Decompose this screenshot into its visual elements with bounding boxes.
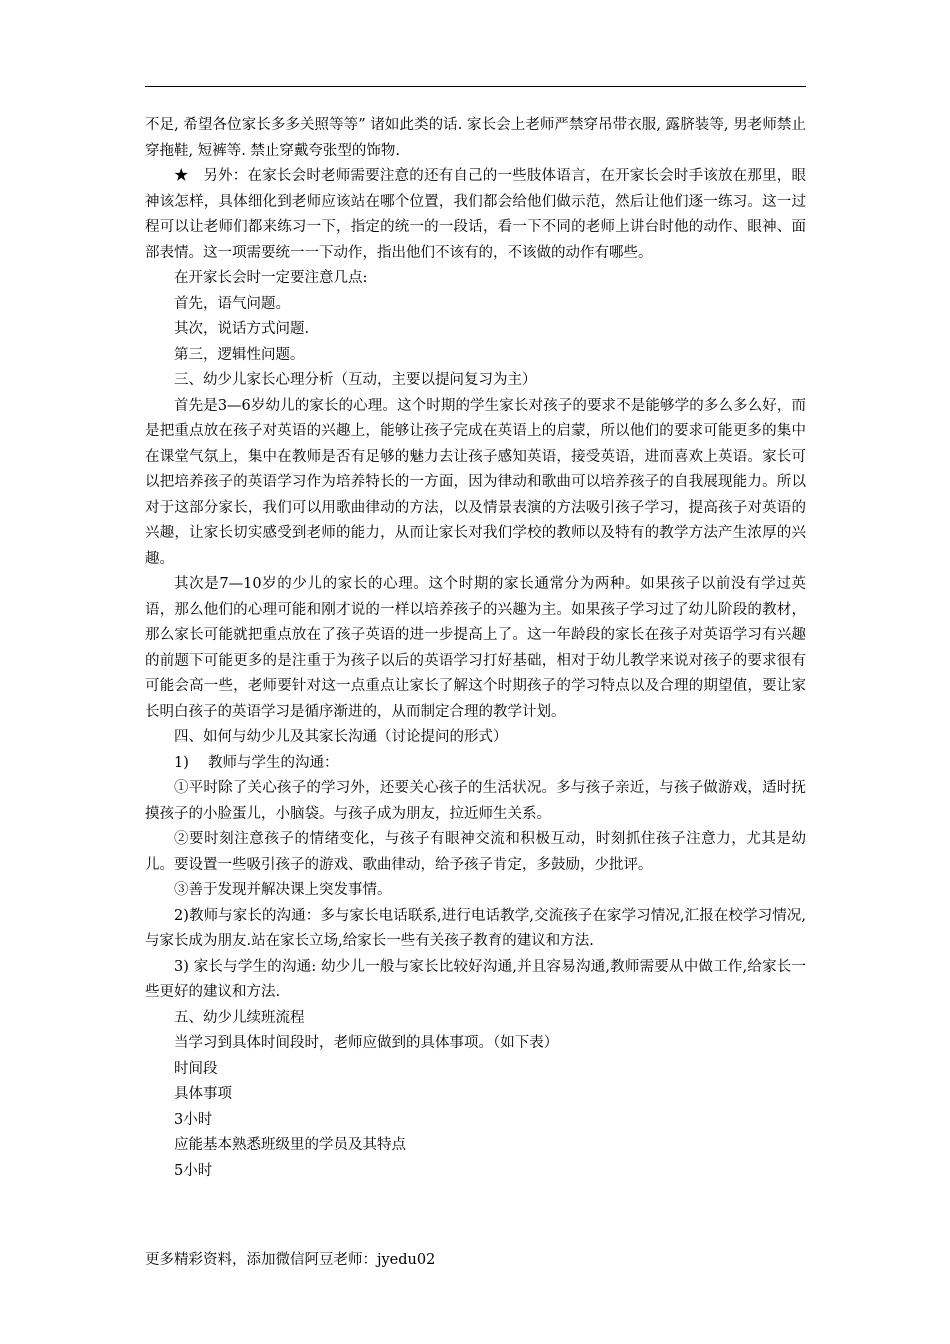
paragraph-body-language: ★ 另外：在家长会时老师需要注意的还有自己的一些肢体语言，在开家长会时手该放在那里，眼神该怎样，具体细化到老师应该站在哪个位置，我们都会给他们做示范，然后让他们逐一练习。这一过程可以让老师们都来练习一下，指定的统一的一段话，看一下不同的老师上讲台时他的动作、眼神、面部表情。这一项需要统一一下动作，指出他们不该有的，不该做的动作有哪些。 (145, 168, 806, 261)
table-header-time: 时间段 (174, 1060, 218, 1077)
paragraph-table-intro: 当学习到具体时间段时，老师应做到的具体事项。（如下表） (174, 1035, 559, 1051)
table-cell-time-5h: 5小时 (174, 1162, 213, 1179)
header-rule (145, 86, 806, 87)
paragraph-teacher-parent: 2)教师与家长的沟通：多与家长电话联系,进行电话教学,交流孩子在家学习情况,汇报在校学习情况,与家长成为朋友.站在家长立场,给家长一些有关孩子教育的建议和方法. (145, 907, 806, 949)
list-item-speaking-style: 其次，说话方式问题. (174, 321, 310, 337)
document-body (145, 113, 806, 1184)
list-item-tone: 首先，语气问题。 (174, 295, 290, 312)
paragraph-point-1: ①平时除了关心孩子的学习外，还要关心孩子的生活状况。多与孩子亲近，与孩子做游戏，适时抚摸孩子的小脸蛋儿，小脑袋。与孩子成为朋友，拉近师生关系。 (145, 780, 806, 822)
table-cell-item-3h: 应能基本熟悉班级里的学员及其特点 (174, 1137, 406, 1153)
paragraph-point-2: ②要时刻注意孩子的情绪变化，与孩子有眼神交流和积极互动，时刻抓住孩子注意力，尤其是幼儿。要设置一些吸引孩子的游戏、歌曲律动，给予孩子肯定，多鼓励，少批评。 (145, 831, 806, 873)
paragraph-point-3: ③善于发现并解决课上突发事情。 (174, 882, 392, 898)
section-heading-3: 三、幼少儿家长心理分析（互动，主要以提问复习为主） (174, 372, 537, 388)
section-heading-5: 五、幼少儿续班流程 (174, 1009, 305, 1026)
footer-note: 更多精彩资料，添加微信阿豆老师：jyedu02 (145, 1252, 436, 1268)
paragraph-toddler-parents: 首先是3—6岁幼儿的家长的心理。这个时期的学生家长对孩子的要求不是能够学的多么多么好，而是把重点放在孩子对英语的兴趣上，能够让孩子完成在英语上的启蒙，所以他们的要求可能更多的集中在课堂气氛上，集中在教师是否有足够的魅力去让孩子感知英语，接受英语，进而喜欢上英语。家长可以把培养孩子的英语学习作为培养特长的一方面，因为律动和歌曲可以培养孩子的自我展现能力。所以对于这部分家长，我们可以用歌曲律动的方法，以及情景表演的方法吸引孩子学习，提高孩子对英语的兴趣，让家长切实感受到老师的能力，从而让家长对我们学校的教师以及特有的教学方法产生浓厚的兴趣。 (145, 397, 806, 567)
subheading-teacher-student: 1) 教师与学生的沟通： (174, 754, 339, 771)
section-heading-4: 四、如何与幼少儿及其家长沟通（讨论提问的形式） (174, 729, 508, 745)
paragraph-points-intro: 在开家长会时一定要注意几点: (174, 270, 368, 286)
table-header-items: 具体事项 (174, 1086, 232, 1102)
table-cell-time-3h: 3小时 (174, 1111, 213, 1128)
paragraph-parent-student: 3) 家长与学生的沟通: 幼少儿一般与家长比较好沟通,并且容易沟通,教师需要从中做工作,给家长一些更好的建议和方法. (145, 958, 806, 1000)
paragraph-dress-code: 不足, 希望各位家长多多关照等等” 诸如此类的话. 家长会上老师严禁穿吊带衣服, 露脐装等, 男老师禁止穿拖鞋, 短裤等. 禁止穿戴夸张型的饰物. (145, 117, 806, 159)
paragraph-child-parents: 其次是7—10岁的少儿的家长的心理。这个时期的家长通常分为两种。如果孩子以前没有学过英语，那么他们的心理可能和刚才说的一样以培养孩子的兴趣为主。如果孩子学习过了幼儿阶段的教材，那么家长可能就把重点放在了孩子英语的进一步提高上了。这一年龄段的家长在孩子对英语学习有兴趣的前题下可能更多的是注重于为孩子以后的英语学习打好基础，相对于幼儿教学来说对孩子的要求很有可能会高一些，老师要针对这一点重点让家长了解这个时期孩子的学习特点以及合理的期望值，要让家长明白孩子的英语学习是循序渐进的，从而制定合理的教学计划。 (145, 576, 806, 720)
list-item-logic: 第三，逻辑性问题。 (174, 346, 305, 363)
